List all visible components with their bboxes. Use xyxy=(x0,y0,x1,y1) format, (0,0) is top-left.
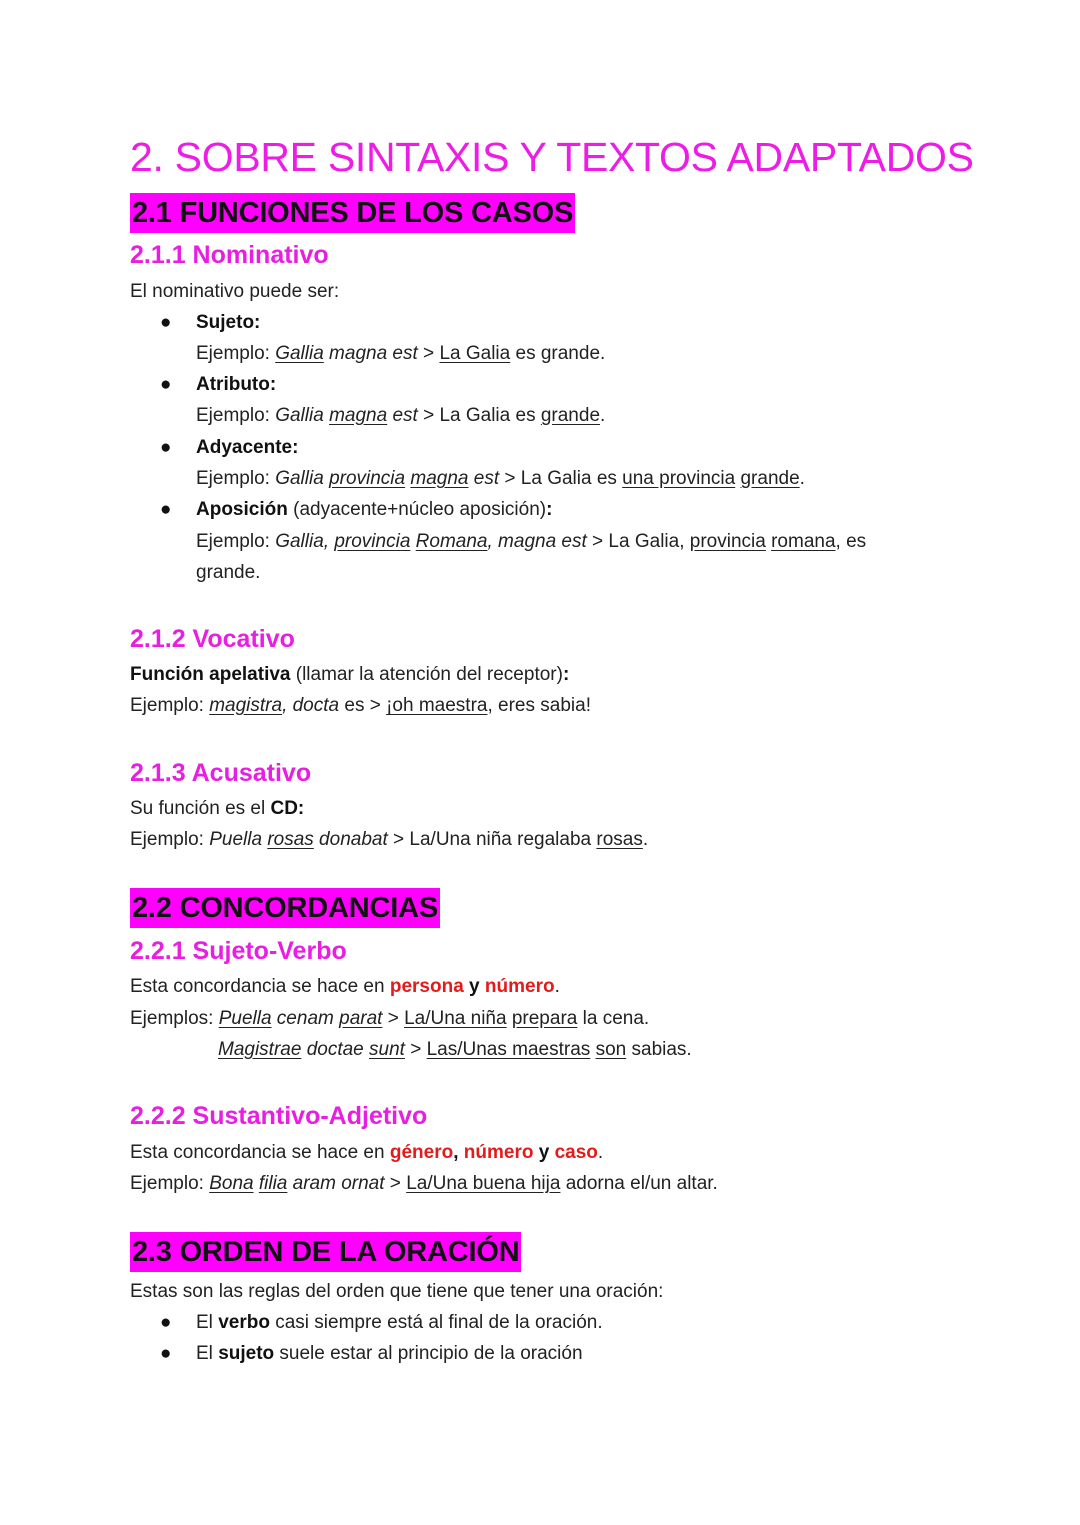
example-sujeto-verbo-1: Ejemplos: Puella cenam parat > La/Una niña prepara la cena. xyxy=(130,1008,650,1029)
bullet-icon: ● xyxy=(160,312,172,333)
example-sujeto-verbo-2: Magistrae doctae sunt > Las/Unas maestras son sabias. xyxy=(218,1039,692,1060)
subsection-heading-sustantivo-adjetivo: 2.2.2 Sustantivo-Adjetivo xyxy=(130,1102,428,1130)
bullet-icon: ● xyxy=(160,499,172,520)
example-aposicion: Ejemplo: Gallia, provincia Romana, magna est > La Galia, provincia romana, es xyxy=(196,531,867,552)
nominativo-intro: El nominativo puede ser: xyxy=(130,281,340,302)
example-atributo: Ejemplo: Gallia magna est > La Galia es grande. xyxy=(196,405,606,426)
orden-intro: Estas son las reglas del orden que tiene que tener una oración: xyxy=(130,1281,664,1302)
example-adyacente: Ejemplo: Gallia provincia magna est > La Galia es una provincia grande. xyxy=(196,468,805,489)
example-acusativo: Ejemplo: Puella rosas donabat > La/Una niña regalaba rosas. xyxy=(130,829,649,850)
example-vocativo: Ejemplo: magistra, docta es > ¡oh maestra, eres sabia! xyxy=(130,695,591,716)
bullet-icon: ● xyxy=(160,374,172,395)
document-title: 2. SOBRE SINTAXIS Y TEXTOS ADAPTADOS xyxy=(130,134,974,180)
subsection-heading-vocativo: 2.1.2 Vocativo xyxy=(130,625,295,653)
subsection-heading-nominativo: 2.1.1 Nominativo xyxy=(130,241,329,269)
example-sustantivo-adjetivo: Ejemplo: Bona filia aram ornat > La/Una buena hija adorna el/un altar. xyxy=(130,1173,718,1194)
example-aposicion-continued: grande. xyxy=(196,562,261,583)
section-heading-funciones: 2.1 FUNCIONES DE LOS CASOS xyxy=(130,193,575,233)
section-heading-orden: 2.3 ORDEN DE LA ORACIÓN xyxy=(130,1232,521,1272)
bullet-icon: ● xyxy=(160,1312,172,1333)
rule-verbo: El verbo casi siempre está al final de la oración. xyxy=(196,1312,603,1333)
subsection-heading-sujeto-verbo: 2.2.1 Sujeto-Verbo xyxy=(130,937,347,965)
label-atributo: Atributo: xyxy=(196,374,277,395)
rule-sujeto: El sujeto suele estar al principio de la oración xyxy=(196,1343,583,1364)
vocativo-function: Función apelativa (llamar la atención del receptor): xyxy=(130,664,570,685)
sujeto-verbo-rule: Esta concordancia se hace en persona y número. xyxy=(130,976,560,997)
label-sujeto: Sujeto: xyxy=(196,312,261,333)
sustantivo-adjetivo-rule: Esta concordancia se hace en género, número y caso. xyxy=(130,1142,604,1163)
label-aposicion: Aposición (adyacente+núcleo aposición): xyxy=(196,499,553,520)
subsection-heading-acusativo: 2.1.3 Acusativo xyxy=(130,759,312,787)
label-adyacente: Adyacente: xyxy=(196,437,299,458)
section-heading-concordancias: 2.2 CONCORDANCIAS xyxy=(130,888,440,928)
acusativo-function: Su función es el CD: xyxy=(130,798,305,819)
bullet-icon: ● xyxy=(160,1343,172,1364)
example-sujeto: Ejemplo: Gallia magna est > La Galia es grande. xyxy=(196,343,606,364)
bullet-icon: ● xyxy=(160,437,172,458)
